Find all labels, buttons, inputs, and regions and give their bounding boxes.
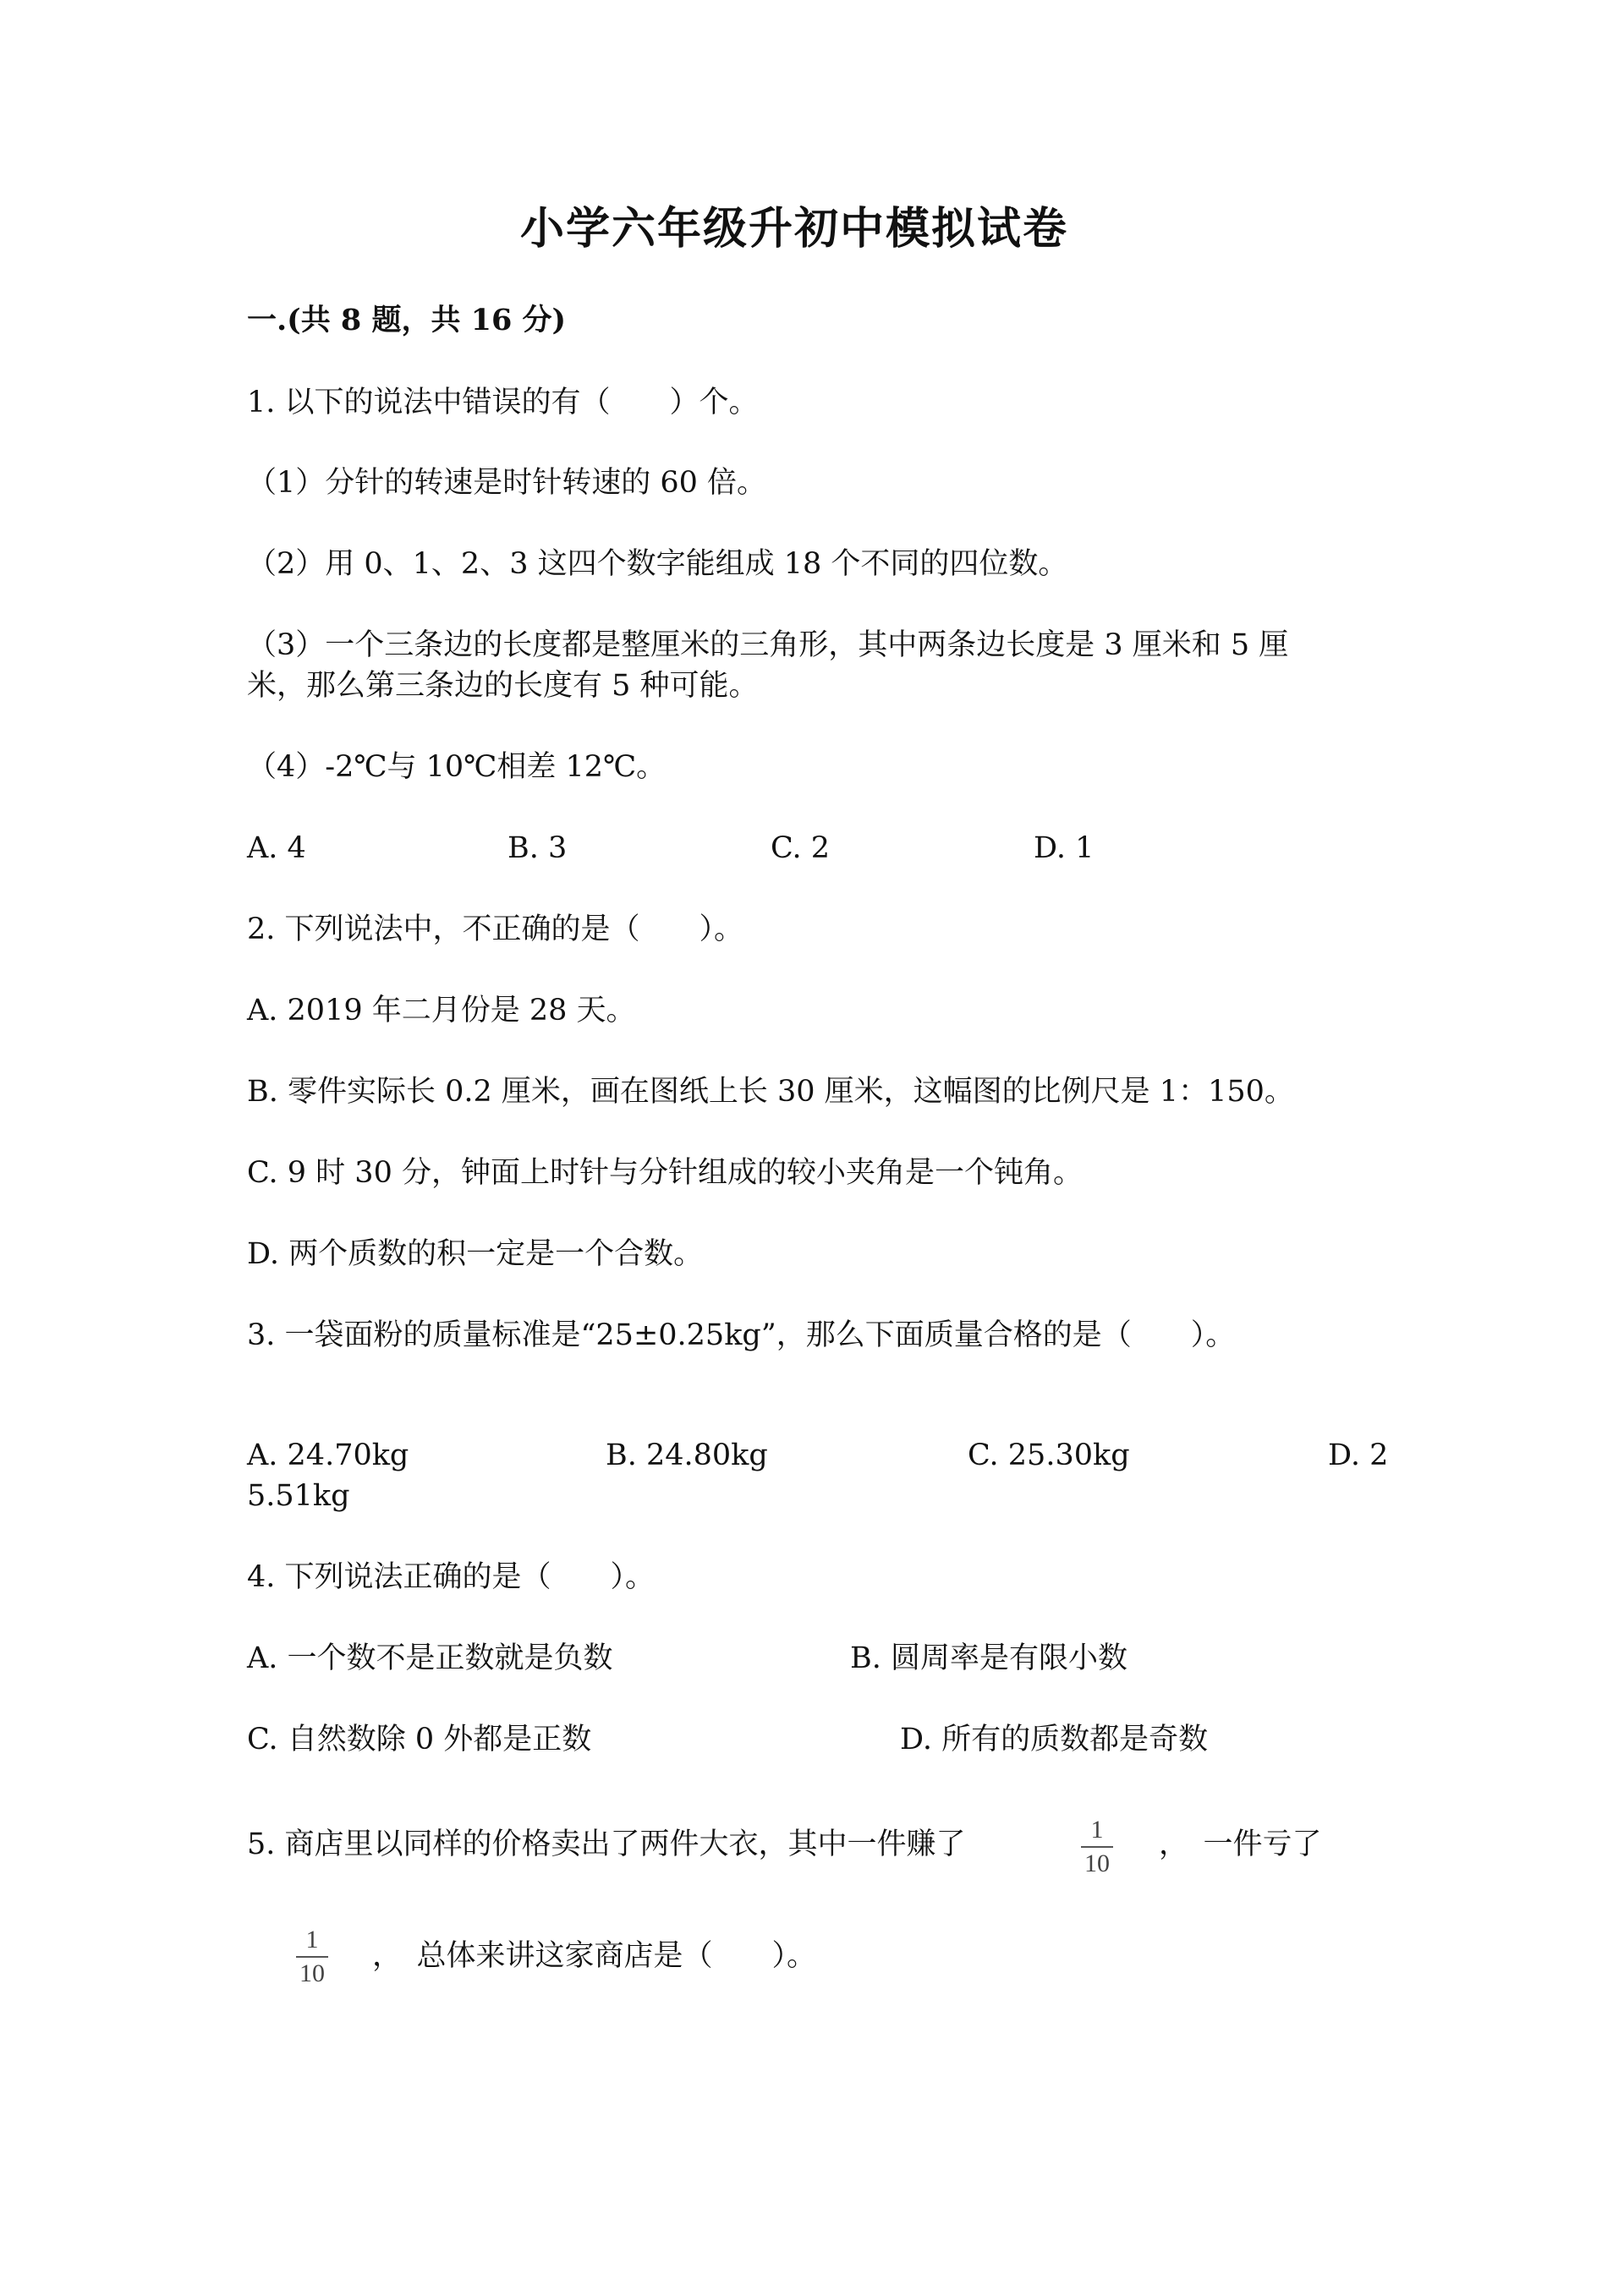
section-heading: 一.(共 8 题，共 16 分)	[247, 303, 567, 337]
page-title: 小学六年级升初中模拟试卷	[520, 203, 1069, 255]
question-stem: 5. 商店里以同样的价格卖出了两件大衣，其中一件赚了	[247, 1827, 966, 1861]
option-c[interactable]: C. 自然数除 0 外都是正数	[247, 1723, 592, 1756]
option-a[interactable]: A. 2019 年二月份是 28 天。	[247, 994, 636, 1027]
fraction-bar	[1081, 1846, 1113, 1848]
option-c[interactable]: C. 2	[771, 831, 831, 865]
question-stem-continued: ， 一件亏了	[1159, 1827, 1322, 1861]
option-b[interactable]: B. 24.80kg	[606, 1438, 768, 1472]
option-a[interactable]: A. 4	[247, 831, 306, 865]
option-b[interactable]: B. 3	[508, 831, 568, 865]
fraction-one-tenth	[296, 1926, 328, 1986]
fraction-denominator: 10	[1084, 1849, 1110, 1877]
option-d-continued: 5.51kg	[247, 1479, 350, 1513]
option-d[interactable]: D. 2	[1328, 1438, 1389, 1472]
option-a[interactable]: A. 24.70kg	[247, 1438, 409, 1472]
statement-1: （1）分针的转速是时针转速的 60 倍。	[247, 466, 767, 500]
fraction-bar	[296, 1956, 328, 1958]
option-c[interactable]: C. 25.30kg	[968, 1438, 1130, 1472]
fraction-numerator: 1	[305, 1926, 319, 1954]
option-c[interactable]: C. 9 时 30 分，钟面上时针与分针组成的较小夹角是一个钝角。	[247, 1156, 1083, 1190]
option-b[interactable]: B. 零件实际长 0.2 厘米，画在图纸上长 30 厘米，这幅图的比例尺是 1：150。	[247, 1075, 1294, 1109]
statement-3-continued: 米，那么第三条边的长度有 5 种可能。	[247, 669, 759, 703]
question-stem: 1. 以下的说法中错误的有（ ）个。	[247, 386, 759, 419]
option-d[interactable]: D. 1	[1034, 831, 1095, 865]
option-b[interactable]: B. 圆周率是有限小数	[850, 1641, 1127, 1675]
fraction-one-tenth	[1081, 1817, 1113, 1877]
statement-3: （3）一个三条边的长度都是整厘米的三角形，其中两条边长度是 3 厘米和 5 厘	[247, 628, 1289, 662]
question-stem: 2. 下列说法中，不正确的是（ ）。	[247, 912, 744, 946]
option-d[interactable]: D. 所有的质数都是奇数	[900, 1723, 1209, 1756]
fraction-denominator: 10	[299, 1959, 325, 1987]
question-stem-end: ， 总体来讲这家商店是（ ）。	[372, 1939, 817, 1973]
fraction-numerator: 1	[1090, 1816, 1104, 1844]
question-stem: 4. 下列说法正确的是（ ）。	[247, 1560, 656, 1594]
option-d[interactable]: D. 两个质数的积一定是一个合数。	[247, 1237, 704, 1271]
statement-4: （4）-2℃与 10℃相差 12℃。	[247, 750, 667, 784]
option-a[interactable]: A. 一个数不是正数就是负数	[247, 1641, 613, 1675]
question-stem: 3. 一袋面粉的质量标准是“25±0.25kg”，那么下面质量合格的是（ ）。	[247, 1318, 1236, 1352]
statement-2: （2）用 0、1、2、3 这四个数字能组成 18 个不同的四位数。	[247, 547, 1068, 581]
